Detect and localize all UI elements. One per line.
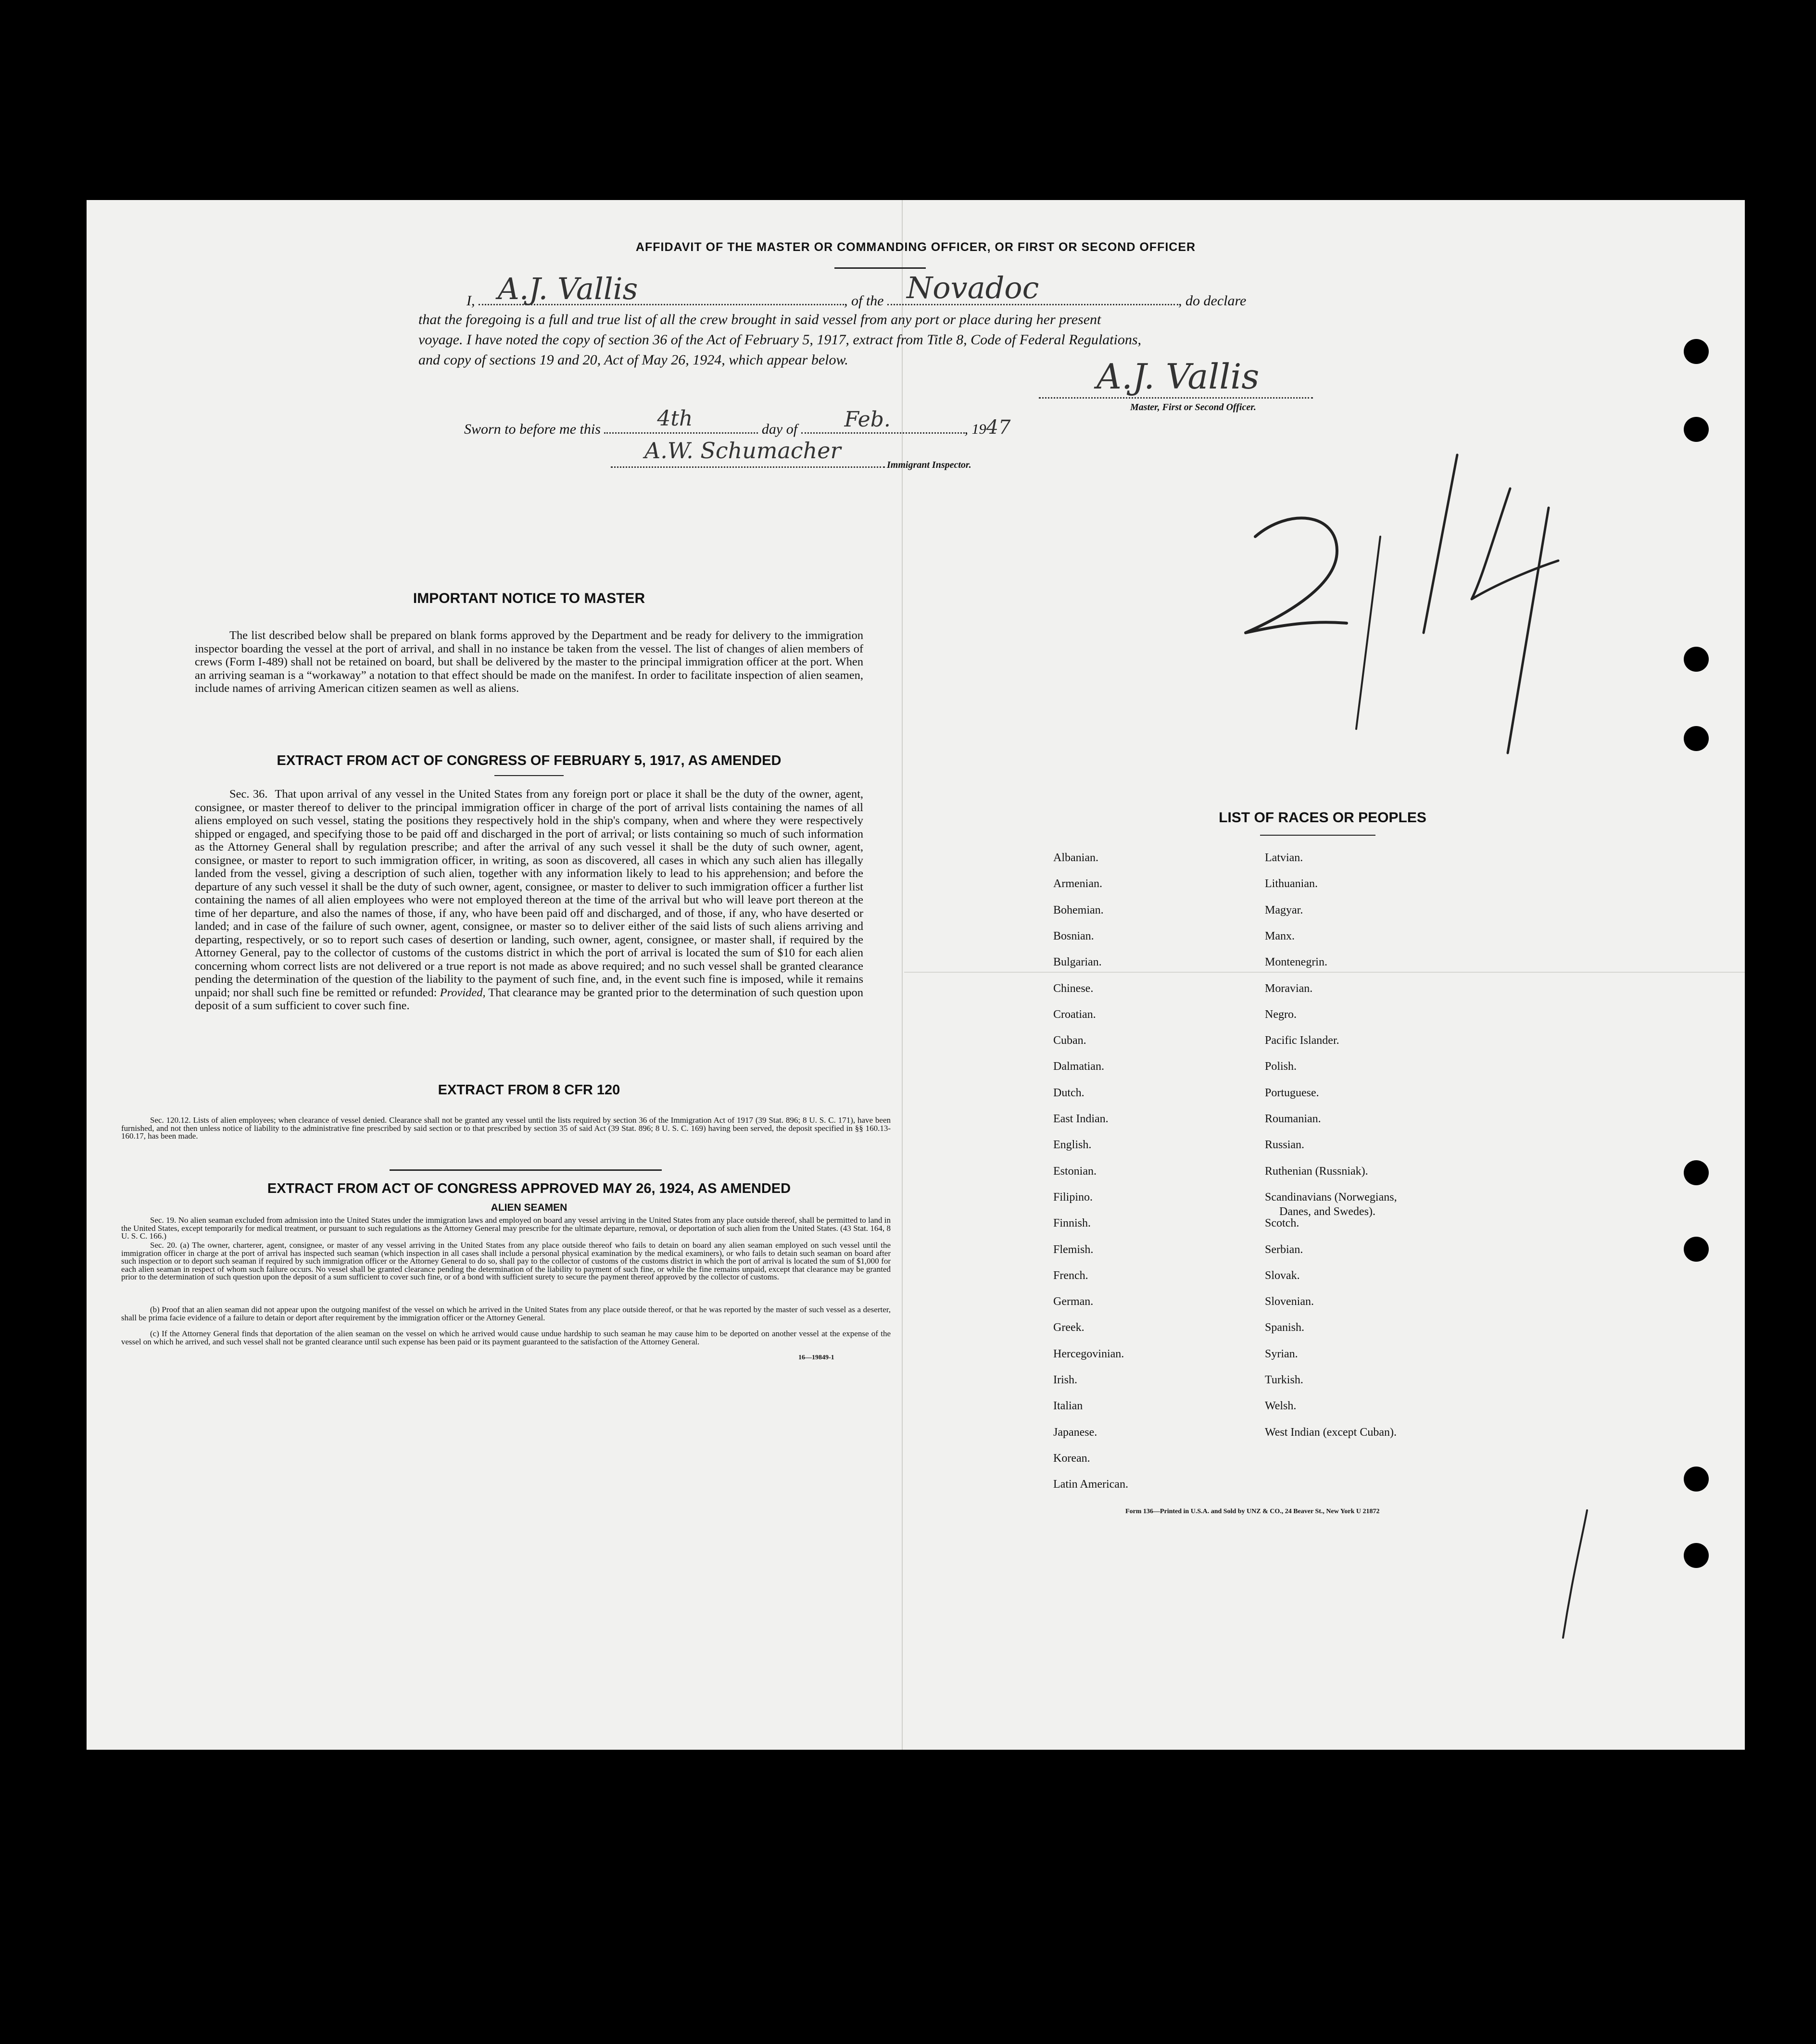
race-item: Bulgarian. — [1053, 956, 1102, 969]
form-code: 16—19849-1 — [798, 1354, 834, 1361]
proviso-text: That clearance may be granted prior to the determination of such question upon deposit of a sum sufficient to cover such fine. — [195, 986, 864, 1012]
race-item: Polish. — [1265, 1060, 1297, 1073]
signature-caption: Master, First or Second Officer. — [1130, 402, 1256, 413]
proviso-label: Provided, — [440, 986, 486, 999]
inspector-caption: Immigrant Inspector. — [887, 460, 971, 470]
race-item: Italian — [1053, 1400, 1083, 1413]
race-item: Scotch. — [1265, 1217, 1299, 1230]
race-item: Pacific Islander. — [1265, 1034, 1339, 1047]
cfr-body: Sec. 120.12. Lists of alien employees; when clearance of vessel denied. Clearance shall not be granted any vessel until the lists required by section 36 of the Immigration Act of 1917 (39 Stat. 896; 8 U. S. C. 171), have been furnished, and not then unless notice of liability to the administrative fine prescribed by said section or to that prescribed by section 35 of said Act (39 Stat. 896; 8 U. S. C. 169) having been served, the deposit specified in §§ 160.13-160.17, has been made. — [121, 1116, 891, 1141]
extract-1917-heading: EXTRACT FROM ACT OF CONGRESS OF FEBRUARY 5, 1917, AS AMENDED — [277, 753, 782, 768]
document-page — [87, 200, 1745, 1750]
race-item: Ruthenian (Russniak). — [1265, 1165, 1368, 1178]
of-the-label: , of the — [844, 293, 884, 309]
i-label: I, — [467, 293, 475, 309]
race-item: Welsh. — [1265, 1400, 1297, 1413]
race-item: East Indian. — [1053, 1113, 1109, 1125]
punch-hole — [1684, 647, 1709, 672]
day-of-label: day of — [761, 421, 798, 437]
race-item: Chinese. — [1053, 982, 1094, 995]
race-item: Roumanian. — [1265, 1113, 1321, 1125]
sec-20c-text: (c) If the Attorney General finds that deportation of the alien seaman on the vessel on which he arrived would cause undue hardship to such seaman he may cause him to be deported on another vessel at the expense of the vessel on which he arrived, and such vessel shall not be granted clearance until such expense has been paid or its payment guaranteed to the satisfaction of the Attorney General. — [121, 1329, 891, 1346]
punch-hole — [1684, 339, 1709, 364]
race-item: Bohemian. — [1053, 903, 1104, 916]
sec-36-label: Sec. 36. — [229, 788, 268, 801]
month-handwritten: Feb. — [844, 407, 891, 432]
signer-name-handwritten: A.J. Vallis — [498, 271, 638, 306]
punch-hole — [1684, 1467, 1709, 1492]
race-item: Serbian. — [1265, 1243, 1303, 1256]
race-item: Latvian. — [1265, 852, 1303, 864]
digit-four-right — [1508, 508, 1549, 753]
day-handwritten: 4th — [657, 406, 693, 431]
sec-20a-text: Sec. 20. (a) The owner, charterer, agent, consignee, or master of any vessel arriving in the United States from any place outside thereof who fails to detain on board any alien seaman employed on such vessel until the immigration officer in charge at the port of arrival has inspected such seaman (which inspection in all cases shall include a personal physical examination by the medical examiners), or who fails to detain such seaman on board after such inspection or to deport such seaman if required by such immigration officer or the Attorney General to do so, shall pay to the collector of customs of the customs district in which the port of arrival is located the sum of $1,000 for each alien seaman in respect of whom such failure occurs. No vessel shall be granted clearance pending the determination of the liability to payment of such fine, or while the fine remains unpaid, except that clearance may be granted prior to the determination of such question upon the deposit of a sum sufficient to cover such fine, or of a bond with sufficient surety to secure the payment thereof approved by the collector of customs. — [121, 1241, 891, 1281]
master-signature: A.J. Vallis — [1097, 356, 1260, 397]
race-item: Portuguese. — [1265, 1086, 1319, 1099]
races-heading: LIST OF RACES OR PEOPLES — [1219, 810, 1426, 826]
race-item: West Indian (except Cuban). — [1265, 1426, 1397, 1439]
inspector-signature: A.W. Schumacher — [644, 438, 841, 464]
race-item: Finnish. — [1053, 1217, 1091, 1230]
notice-heading: IMPORTANT NOTICE TO MASTER — [413, 590, 645, 606]
sec-19-text: Sec. 19. No alien seaman excluded from admission into the United States under the immigration laws and employed on board any vessel arriving in the United States from any place outside thereof, shall be permitted to land in the United States, except temporarily for medical treatment, or pursuant to such regulations as the Attorney General may prescribe for the ultimate departure, removal, or deportation of such alien from the United States. (43 Stat. 164, 8 U. S. C. 166.) — [121, 1216, 891, 1241]
race-item: Croatian. — [1053, 1008, 1096, 1021]
sec-36-text: That upon arrival of any vessel in the United States from any foreign port or place it shall be the duty of the owner, agent, consignee, or master thereof to deliver to the principal immigration officer in charge of the port of arrival lists containing the names of all aliens employed on such vessel, stating the positions they respectively hold in the ship's company, when and where they were respectively shipped or engaged, and specifying those to be paid off and discharged in the port of arrival; or lists containing so much of such information as the Attorney General shall by regulation prescribe; and after the arrival of any such vessel it shall be the duty of such owner, agent, consignee, or master to report to such immigration officer, in writing, as soon as discovered, all cases in which any such alien has illegally landed from the vessel, giving a description of such alien, together with any information likely to lead to his apprehension; and before the departure of any such vessel it shall be the duty of such owner, agent, consignee, or master to deliver to such immigration officer a further list containing the names of all alien employees who were not employed thereon at the time of the arrival but who will leave port thereon at the time of her departure, and also the names of those, if any, who have been paid off and discharged, and of those, if any, who have deserted or landed; and in case of the failure of such owner, agent, consignee, or master so to deliver either of the said lists of such aliens arriving and departing, respectively, or so to report such cases of desertion or landing, such owner, agent, consignee, or master shall, if required by the Attorney General, pay to the collector of customs of the customs district in which the port of arrival is located the sum of $10 for each alien concerning whom correct lists are not delivered or a true report is not made as above required; and no such vessel shall be granted clearance pending the determination of the question of the liability to the payment of such fine, and, in the event such fine is imposed, while it remains unpaid; nor shall such fine be remitted or refunded: — [195, 788, 864, 999]
declaration-body-3: and copy of sections 19 and 20, Act of May 26, 1924, which appear below. — [418, 352, 848, 368]
punch-hole — [1684, 1543, 1709, 1568]
form-footer: Form 136—Printed in U.S.A. and Sold by UNZ & CO., 24 Beaver St., New York U 21872 — [1125, 1508, 1380, 1515]
race-item: Cuban. — [1053, 1034, 1086, 1047]
race-item: French. — [1053, 1269, 1088, 1282]
race-item: Filipino. — [1053, 1191, 1093, 1204]
race-item: Dalmatian. — [1053, 1060, 1104, 1073]
digit-two — [1246, 518, 1347, 633]
race-item: Flemish. — [1053, 1243, 1094, 1256]
race-item: Montenegrin. — [1265, 956, 1327, 969]
race-item: Scandinavians (Norwegians, — [1265, 1191, 1397, 1204]
race-item: Latin American. — [1053, 1478, 1128, 1491]
race-item: Korean. — [1053, 1452, 1090, 1465]
race-item: Bosnian. — [1053, 929, 1094, 942]
punch-hole — [1684, 1160, 1709, 1185]
race-item: Lithuanian. — [1265, 878, 1318, 890]
tally-mark — [1563, 1510, 1587, 1638]
race-item: Magyar. — [1265, 903, 1303, 916]
handwritten-marks — [87, 200, 1745, 1750]
race-item: Spanish. — [1265, 1321, 1305, 1334]
declaration-body-1: that the foregoing is a full and true list of all the crew brought in said vessel from any port or place during her present — [418, 312, 1101, 327]
race-item: Russian. — [1265, 1139, 1305, 1152]
race-item: German. — [1053, 1295, 1094, 1308]
extract-1924-heading: EXTRACT FROM ACT OF CONGRESS APPROVED MAY 26, 1924, AS AMENDED — [267, 1181, 791, 1196]
race-item: Dutch. — [1053, 1086, 1085, 1099]
race-item: Greek. — [1053, 1321, 1085, 1334]
vessel-name-handwritten: Novadoc — [907, 270, 1039, 305]
race-item: Danes, and Swedes). — [1279, 1205, 1375, 1218]
race-item: Albanian. — [1053, 852, 1098, 864]
sec-20b-text: (b) Proof that an alien seaman did not appear upon the outgoing manifest of the vessel on which he arrived in the United States from any place outside thereof, or that he was reported by the master of such vessel as a deserter, shall be prima facie evidence of a failure to detain or deport after requirement by the immigration officer or the Attorney General. — [121, 1305, 891, 1322]
alien-seamen-subheading: ALIEN SEAMEN — [491, 1202, 568, 1213]
year-prefix: , 19 — [964, 421, 986, 437]
race-item: Hercegovinian. — [1053, 1347, 1124, 1360]
do-declare-label: , do declare — [1178, 293, 1247, 309]
cfr-heading: EXTRACT FROM 8 CFR 120 — [438, 1082, 620, 1098]
punch-hole — [1684, 417, 1709, 442]
race-item: Slovak. — [1265, 1269, 1300, 1282]
declaration-body-2: voyage. I have noted the copy of section 36 of the Act of February 5, 1917, extract from Title 8, Code of Federal Regulations, — [418, 332, 1142, 348]
slash-stroke-2 — [1424, 455, 1457, 633]
punch-hole — [1684, 1237, 1709, 1262]
punch-hole — [1684, 726, 1709, 751]
race-item: Turkish. — [1265, 1374, 1303, 1386]
race-item: Syrian. — [1265, 1347, 1298, 1360]
digit-four-left — [1472, 489, 1558, 599]
race-item: Armenian. — [1053, 878, 1102, 890]
race-item: Slovenian. — [1265, 1295, 1314, 1308]
race-item: English. — [1053, 1139, 1092, 1152]
year-handwritten: 47 — [986, 416, 1011, 439]
slash-stroke-1 — [1356, 537, 1380, 729]
race-item: Moravian. — [1265, 982, 1313, 995]
race-item: Negro. — [1265, 1008, 1297, 1021]
sworn-label: Sworn to before me this — [464, 421, 601, 437]
race-item: Estonian. — [1053, 1165, 1097, 1178]
notice-body: The list described below shall be prepared on blank forms approved by the Department and be ready for delivery to the immigration inspector boarding the vessel at the port of arrival, and shall in no instance be taken from the vessel. The list of changes of alien members of crews (Form I-489) shall not be retained on board, but shall be delivered by the master to the principal immigration officer at the port. When an arriving seaman is a “workaway” a notation to that effect should be made on the manifest. In order to facilitate inspection of alien seamen, include names of arriving American citizen seamen as well as aliens. — [195, 629, 863, 695]
race-item: Irish. — [1053, 1374, 1077, 1386]
race-item: Japanese. — [1053, 1426, 1097, 1439]
affidavit-title: AFFIDAVIT OF THE MASTER OR COMMANDING OFFICER, OR FIRST OR SECOND OFFICER — [635, 240, 1196, 254]
race-item: Manx. — [1265, 929, 1295, 942]
